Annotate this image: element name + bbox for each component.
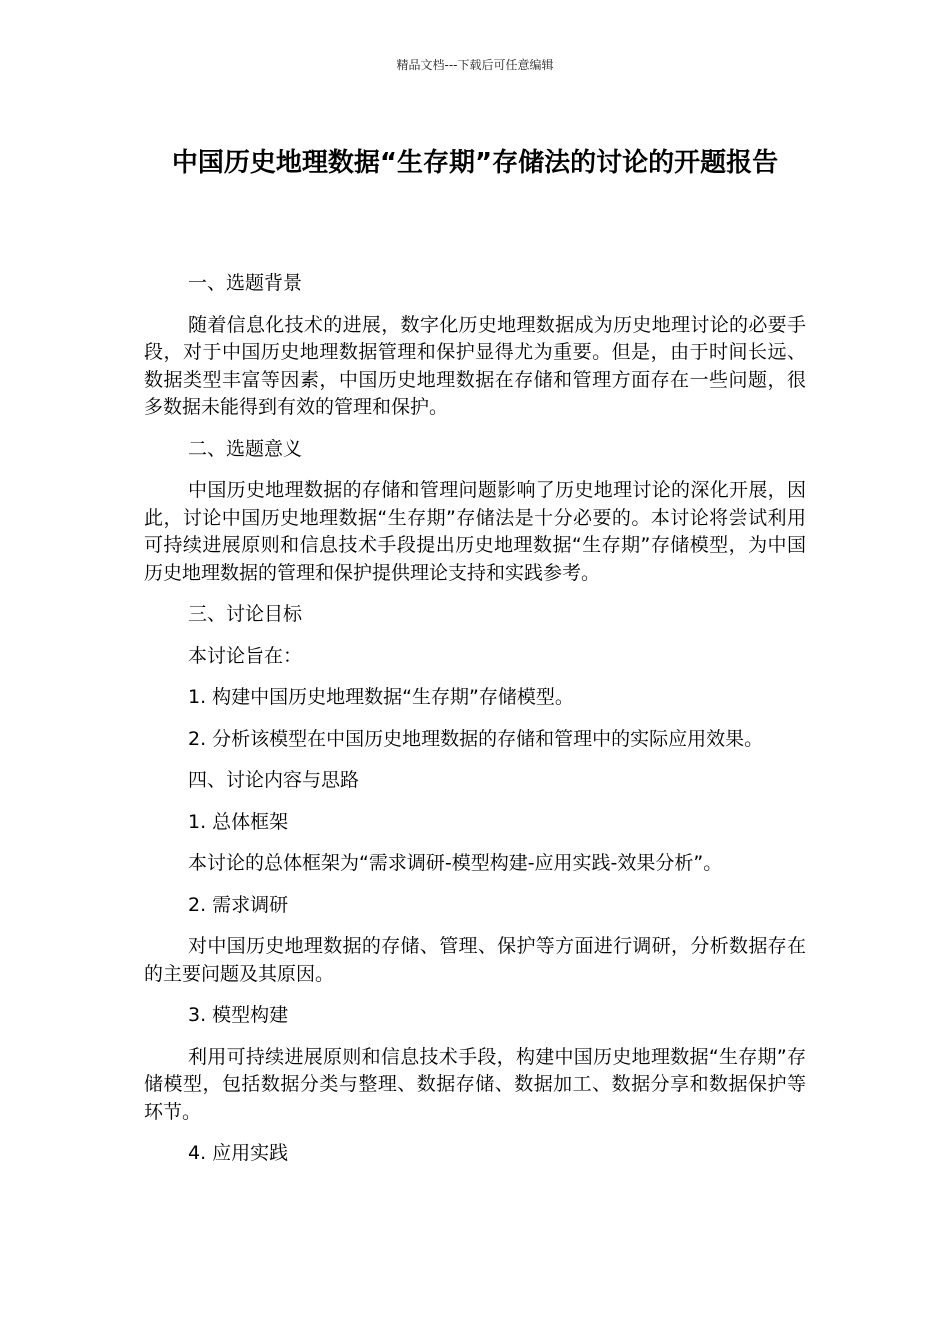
subheading-framework: 1. 总体框架 xyxy=(188,810,289,833)
paragraph-background: 随着信息化技术的进展，数字化历史地理数据成为历史地理讨论的必要手段，对于中国历史地理数据管理和保护显得尤为重要。但是，由于时间长远、数据类型丰富等因素，中国历史地理数据在存储和管理方面存在一些问题，很多数据未能得到有效的管理和保护。 xyxy=(144,313,806,418)
subheading-application: 4. 应用实践 xyxy=(188,1142,289,1164)
subheading-model: 3. 模型构建 xyxy=(188,1004,289,1026)
paragraph-model: 利用可持续进展原则和信息技术手段，构建中国历史地理数据“生存期”存储模型，包括数据分类与整理、数据存储、数据加工、数据分享和数据保护等环节。 xyxy=(144,1045,806,1123)
paragraph-significance: 中国历史地理数据的存储和管理问题影响了历史地理讨论的深化开展，因此，讨论中国历史地理数据“生存期”存储法是十分必要的。本讨论将尝试利用可持续进展原则和信息技术手段提出历史地理数据“生存期”存储模型，为中国历史地理数据的管理和保护提供理论支持和实践参考。 xyxy=(144,479,806,584)
objective-item-1: 1. 构建中国历史地理数据“生存期”存储模型。 xyxy=(188,686,574,708)
section-heading-content: 四、讨论内容与思路 xyxy=(188,769,360,791)
paragraph-framework: 本讨论的总体框架为“需求调研-模型构建-应用实践-效果分析”。 xyxy=(188,852,723,874)
page-header-watermark: 精品文档---下载后可任意编辑 xyxy=(396,58,554,72)
paragraph-survey: 对中国历史地理数据的存储、管理、保护等方面进行调研，分析数据存在的主要问题及其原因。 xyxy=(144,935,806,985)
section-heading-significance: 二、选题意义 xyxy=(188,437,303,460)
document-title: 中国历史地理数据“生存期”存储法的讨论的开题报告 xyxy=(171,148,779,178)
document-body xyxy=(144,270,806,1182)
section-heading-background: 一、选题背景 xyxy=(188,272,303,294)
paragraph-objectives-intro: 本讨论旨在： xyxy=(188,644,303,667)
subheading-survey: 2. 需求调研 xyxy=(188,893,289,916)
section-heading-objectives: 三、讨论目标 xyxy=(188,603,303,625)
objective-item-2: 2. 分析该模型在中国历史地理数据的存储和管理中的实际应用效果。 xyxy=(188,727,764,750)
